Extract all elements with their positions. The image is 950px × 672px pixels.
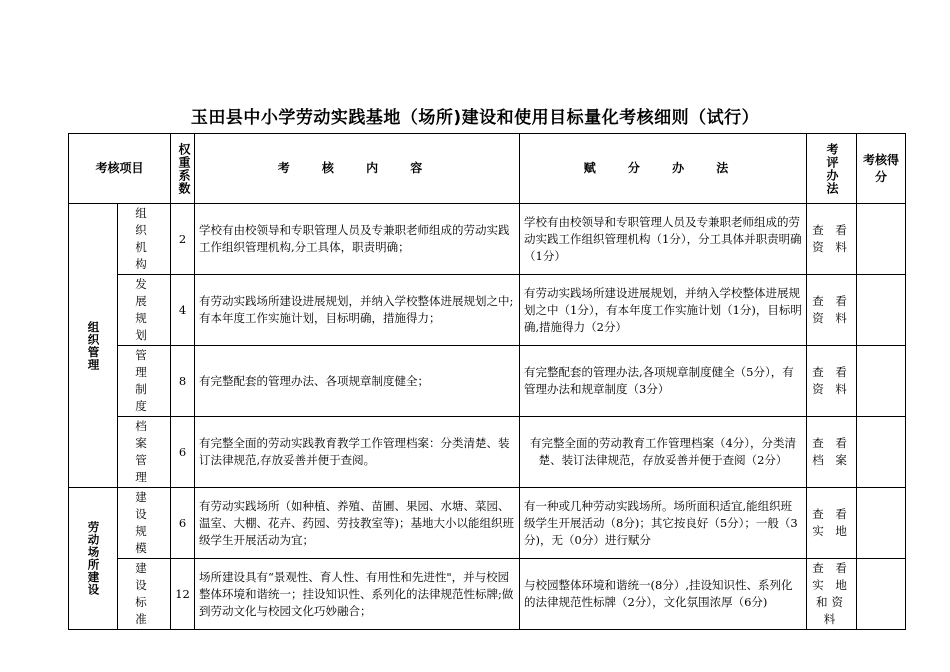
header-score: 考核得分 — [857, 134, 906, 204]
item-content: 学校有由校领导和专职管理人员及专兼职老师组成的劳动实践工作组织管理机构,分工具体，职责明确； — [195, 204, 520, 275]
item-method: 有一种或几种劳动实践场所。场所面积适宜,能组织班级学生开展活动（8分)；其它按良好（5分）；一般（3分)，无（0分）进行赋分 — [520, 488, 807, 559]
item-score — [857, 204, 906, 275]
item-check: 查 看 资 料 — [807, 346, 857, 417]
header-row — [69, 134, 906, 204]
header-method: 赋 分 办 法 — [520, 134, 807, 204]
item-content: 有劳动实践场所（如种植、养殖、苗圃、果园、水塘、菜园、温室、大棚、花卉、药园、劳技教室等)；基地大小以能组织班级学生开展活动为宜； — [195, 488, 520, 559]
item-content: 有完整配套的管理办法、各项规章制度健全； — [195, 346, 520, 417]
item-weight: 2 — [171, 204, 195, 275]
item-score — [857, 488, 906, 559]
item-name: 组 织 机 构 — [118, 204, 171, 275]
item-check: 查 看 资 料 — [807, 204, 857, 275]
group-label: 组织管理 — [69, 204, 118, 488]
item-weight: 6 — [171, 488, 195, 559]
item-name: 建 设 标 准 — [118, 559, 171, 630]
item-check: 查 看 实 地 — [807, 488, 857, 559]
table-row — [69, 275, 906, 346]
item-weight: 4 — [171, 275, 195, 346]
item-content: 有完整全面的劳动实践教育教学工作管理档案：分类清楚、装订法律规范,存放妥善并便于查阅。 — [195, 417, 520, 488]
table-row — [69, 417, 906, 488]
item-content: 场所建设具有“景观性、育人性、有用性和先进性"，并与校园整体环境和谐统一；挂设知识性、系列化的法律规范性标牌;做到劳动文化与校园文化巧妙融合； — [195, 559, 520, 630]
item-weight: 8 — [171, 346, 195, 417]
group-label: 劳动场所建设 — [69, 488, 118, 630]
header-weight: 权重系数 — [171, 134, 195, 204]
assessment-table — [68, 133, 906, 630]
table-row — [69, 346, 906, 417]
table-row — [69, 488, 906, 559]
item-name: 发 展 规 划 — [118, 275, 171, 346]
header-check: 考评办法 — [807, 134, 857, 204]
item-content: 有劳动实践场所建设进展规划，并纳入学校整体进展规划之中;有本年度工作实施计划，目标明确，措施得力； — [195, 275, 520, 346]
item-score — [857, 275, 906, 346]
item-weight: 12 — [171, 559, 195, 630]
table-row — [69, 204, 906, 275]
item-method: 学校有由校领导和专职管理人员及专兼职老师组成的劳动实践工作组织管理机构（1分），分工具体并职责明确（1分） — [520, 204, 807, 275]
item-method: 有完整配套的管理办法,各项规章制度健全（5分），有管理办法和规章制度（3分） — [520, 346, 807, 417]
item-score — [857, 559, 906, 630]
header-content: 考 核 内 容 — [195, 134, 520, 204]
item-check: 查 看 资 料 — [807, 275, 857, 346]
item-method: 有完整全面的劳动教育工作管理档案（4分），分类清楚、装订法律规范，存放妥善并便于查阅（2分） — [520, 417, 807, 488]
table-row — [69, 559, 906, 630]
item-name: 档 案 管 理 — [118, 417, 171, 488]
item-score — [857, 417, 906, 488]
item-name: 管 理 制 度 — [118, 346, 171, 417]
item-name: 建 设 规 模 — [118, 488, 171, 559]
item-score — [857, 346, 906, 417]
page-title: 玉田县中小学劳动实践基地（场所)建设和使用目标量化考核细则（试行） — [190, 108, 760, 128]
item-check: 查 看 实 地 和资料 — [807, 559, 857, 630]
item-check: 查 看 档 案 — [807, 417, 857, 488]
item-method: 与校园整体环境和谐统一(8分）,挂设知识性、系列化的法律规范性标牌（2分），文化氛围浓厚（6分) — [520, 559, 807, 630]
item-method: 有劳动实践场所建设进展规划，并纳入学校整体进展规划之中（1分），有本年度工作实施计划（1分)，目标明确,措施得力（2分） — [520, 275, 807, 346]
item-weight: 6 — [171, 417, 195, 488]
header-item: 考核项目 — [69, 134, 171, 204]
